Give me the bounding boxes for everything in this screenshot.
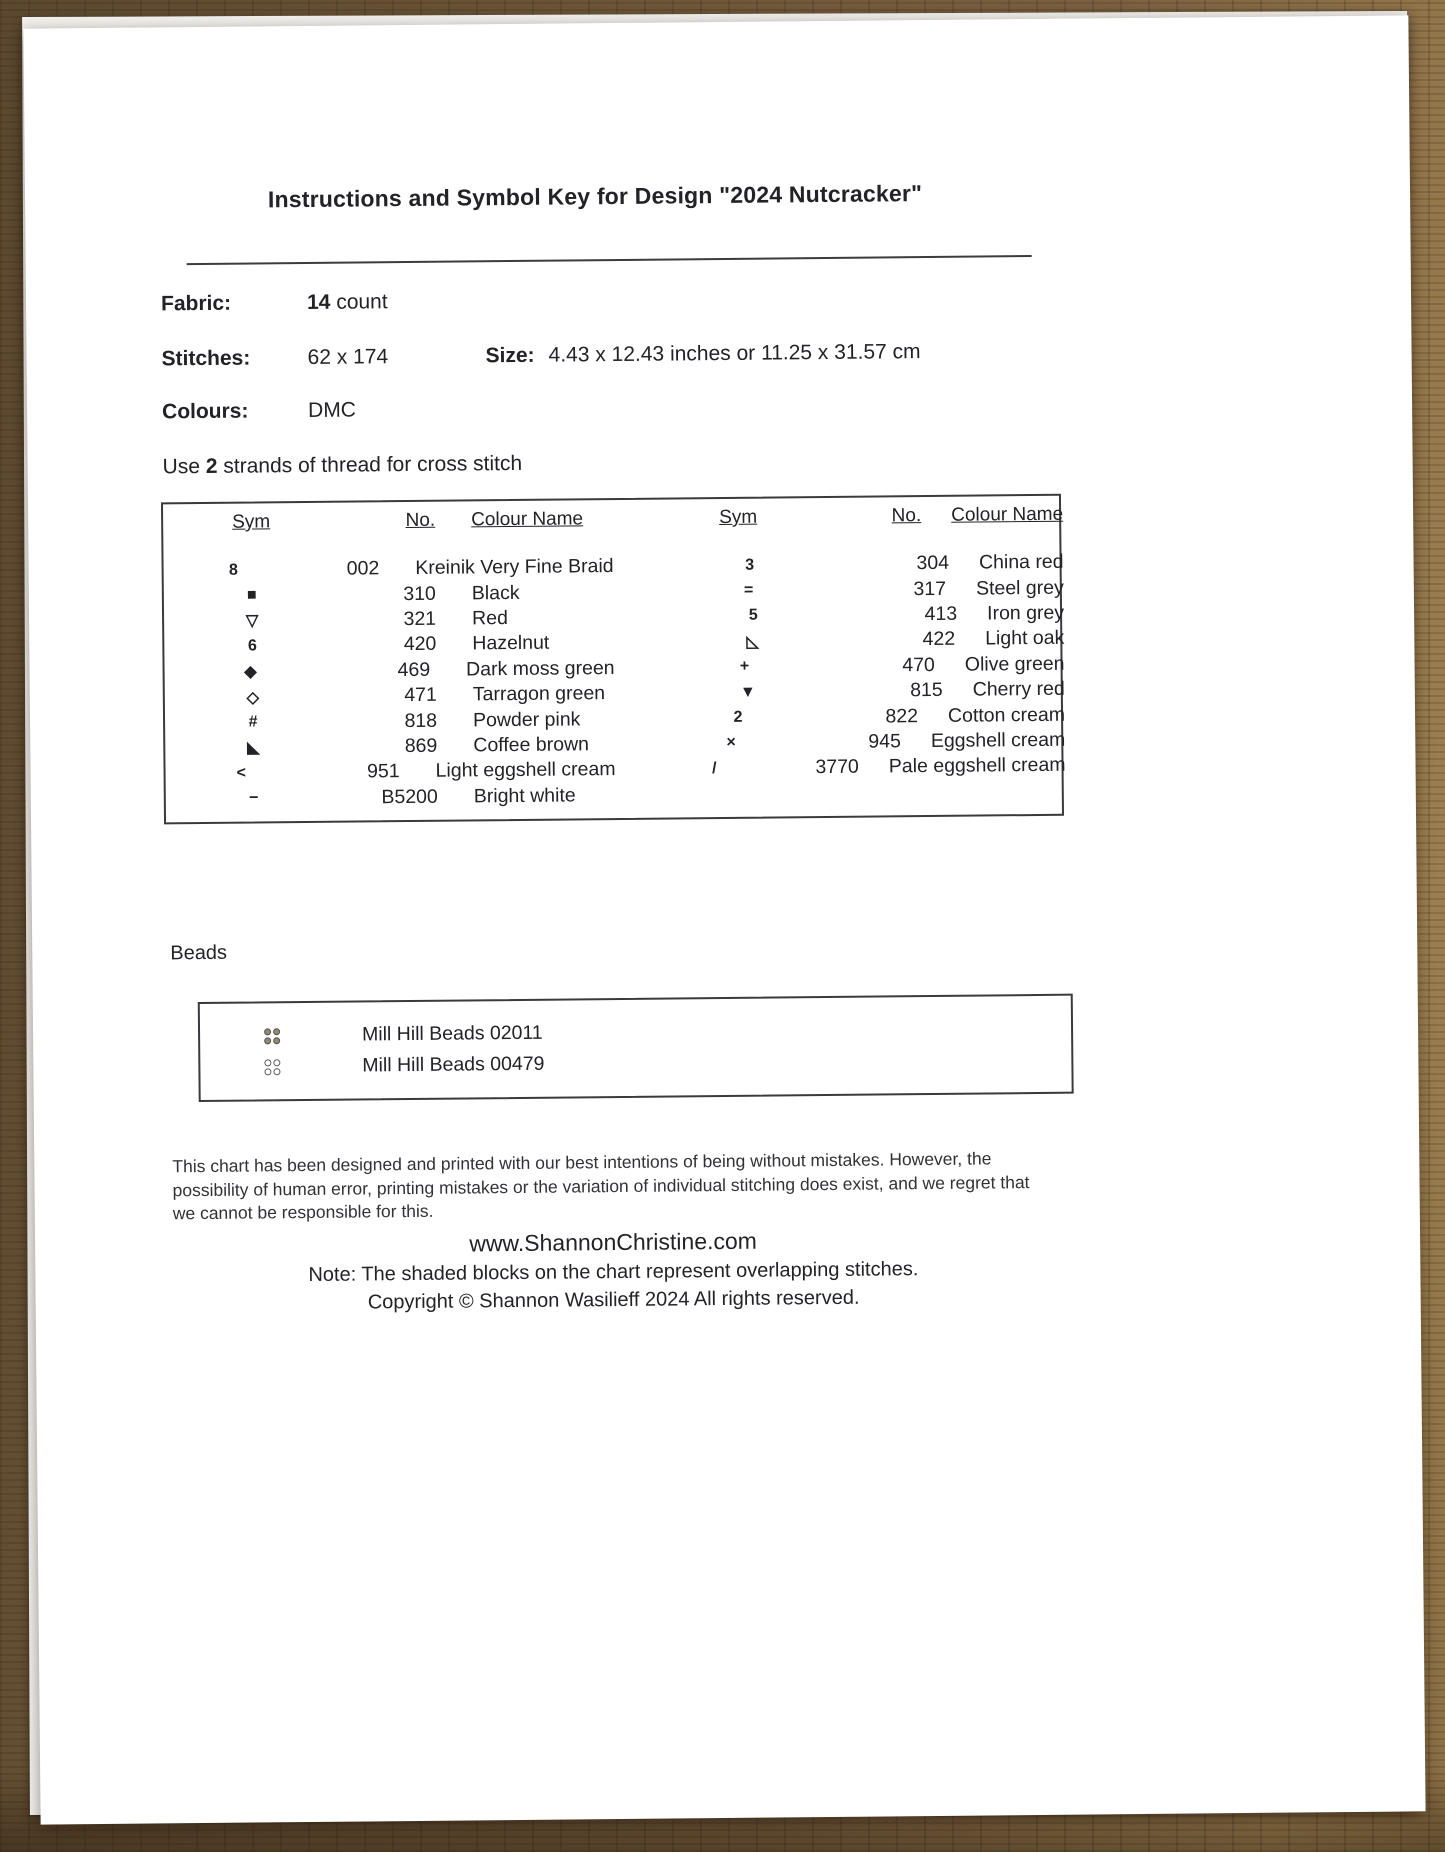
dmc-number: 469	[397, 658, 431, 681]
colour-name: China red	[978, 550, 1064, 574]
website-text: www.ShannonChristine.com	[469, 1227, 758, 1256]
dmc-number: 422	[922, 628, 956, 651]
sheet-content	[158, 19, 1080, 1824]
dmc-number: 818	[404, 709, 438, 732]
symbol-key-table	[161, 494, 1064, 825]
fabric-row	[161, 290, 388, 316]
dmc-number: 310	[403, 582, 436, 605]
colour-name: Powder pink	[472, 707, 581, 731]
bead-row	[200, 1047, 1071, 1079]
colour-name: Cotton cream	[947, 703, 1066, 727]
stitch-symbol: ◣	[247, 739, 260, 757]
beads-section-label: Beads	[170, 941, 228, 965]
colour-name: Red	[471, 607, 508, 630]
colour-name: Black	[471, 581, 520, 604]
colour-name: Coffee brown	[473, 733, 590, 757]
stitch-symbol: 6	[247, 637, 257, 655]
beads-key-table	[198, 994, 1074, 1102]
size-label: Size:	[485, 343, 535, 368]
stitch-symbol: 2	[733, 708, 743, 726]
header-sym: Sym	[719, 506, 758, 529]
stitches-label: Stitches:	[161, 346, 251, 371]
colour-name: Olive green	[964, 652, 1065, 676]
stitch-symbol: 5	[748, 607, 758, 625]
symbol-row	[615, 753, 1065, 783]
dmc-number: 413	[924, 602, 958, 626]
header-no: No.	[405, 509, 436, 532]
header-colour-name: Colour Name	[951, 503, 1064, 526]
open-beads-icon	[264, 1059, 282, 1075]
copyright-text: Copyright © Shannon Wasilieff 2024 All rights reserved.	[367, 1286, 860, 1313]
stitch-symbol: +	[739, 658, 750, 676]
bead-name: Mill Hill Beads 02011	[361, 1021, 543, 1046]
header-no: No.	[891, 505, 922, 527]
symbol-table-right-column	[613, 496, 1066, 818]
dmc-number: 470	[902, 653, 935, 677]
dmc-number: 420	[403, 633, 437, 656]
symbol-table-left-column	[163, 500, 616, 822]
strands-instruction	[163, 452, 523, 479]
colour-name: Bright white	[473, 784, 576, 808]
colour-name: Steel grey	[975, 576, 1064, 600]
colours-row	[162, 399, 356, 425]
stitch-symbol: =	[743, 581, 754, 599]
disclaimer-text: This chart has been designed and printed with our best intentions of being without mistakes. However, the possibility of human error, printing mistakes or the variation of individual stitching does exist, and we regret that we cannot be responsible for this.	[172, 1148, 1030, 1224]
fabric-value-count: 14	[306, 290, 331, 314]
dmc-number: 822	[885, 704, 919, 727]
stitch-symbol: −	[249, 789, 259, 807]
dmc-number: 945	[868, 730, 901, 753]
dmc-number: 869	[404, 734, 438, 757]
colour-name: Pale eggshell cream	[888, 754, 1066, 778]
page-title: Instructions and Symbol Key for Design "2024 Nutcracker"	[267, 180, 923, 213]
stitch-symbol: #	[248, 713, 258, 731]
colour-name: Dark moss green	[466, 656, 615, 681]
colours-label: Colours:	[161, 399, 249, 424]
strands-prefix: Use	[162, 454, 206, 479]
dmc-number: 815	[910, 679, 943, 702]
colour-name: Cherry red	[972, 677, 1065, 701]
stitch-symbol: 3	[745, 556, 755, 574]
colour-name: Iron grey	[987, 601, 1065, 625]
colour-name: Light eggshell cream	[435, 758, 616, 783]
fabric-value-unit: count	[330, 290, 388, 314]
table-header	[163, 508, 613, 538]
stitches-value: 62 x 174	[307, 345, 389, 369]
stitch-symbol: ◆	[244, 663, 257, 681]
dmc-number: 321	[403, 607, 437, 631]
size-value: 4.43 x 12.43 inches or 11.25 x 31.57 cm	[548, 340, 921, 367]
bead-row	[200, 1016, 1071, 1048]
dmc-number: 3770	[815, 756, 859, 779]
stitches-row	[161, 340, 920, 371]
footer-block	[172, 1147, 1054, 1316]
instruction-sheet	[23, 15, 1425, 1824]
dmc-number: 471	[404, 683, 437, 707]
symbol-row	[166, 783, 616, 813]
dmc-number: 951	[366, 760, 400, 783]
header-sym: Sym	[232, 511, 271, 533]
colour-name: Kreinik Very Fine Braid	[415, 555, 614, 580]
header-colour-name: Colour Name	[471, 508, 584, 531]
bead-name: Mill Hill Beads 00479	[362, 1052, 545, 1077]
stitch-symbol: ◺	[746, 633, 759, 651]
table-header	[613, 504, 1063, 534]
stitch-symbol: 8	[228, 561, 238, 579]
colour-name: Light oak	[985, 627, 1065, 650]
shaded-blocks-note: Note: The shaded blocks on the chart represent overlapping stitches.	[308, 1257, 919, 1286]
colours-value: DMC	[307, 398, 357, 422]
dmc-number: 002	[346, 557, 380, 580]
stitch-symbol: ◇	[246, 689, 260, 707]
stitch-symbol: ▽	[245, 612, 259, 631]
strands-count: 2	[205, 454, 218, 478]
dmc-number: B5200	[381, 785, 438, 808]
stitch-symbol: ▼	[739, 683, 756, 701]
dmc-number: 304	[916, 552, 950, 575]
fabric-label: Fabric:	[160, 291, 232, 316]
filled-beads-icon	[264, 1028, 282, 1044]
strands-suffix: strands of thread for cross stitch	[217, 451, 523, 478]
stitch-symbol: <	[236, 764, 247, 782]
title-divider	[187, 255, 1032, 265]
stitch-symbol: ■	[246, 586, 257, 604]
colour-name: Tarragon green	[472, 682, 606, 706]
stitch-symbol: /	[711, 759, 717, 777]
stitch-symbol: ×	[726, 734, 736, 752]
dmc-number: 317	[913, 577, 947, 600]
colour-name: Hazelnut	[472, 632, 550, 655]
colour-name: Eggshell cream	[930, 728, 1066, 752]
